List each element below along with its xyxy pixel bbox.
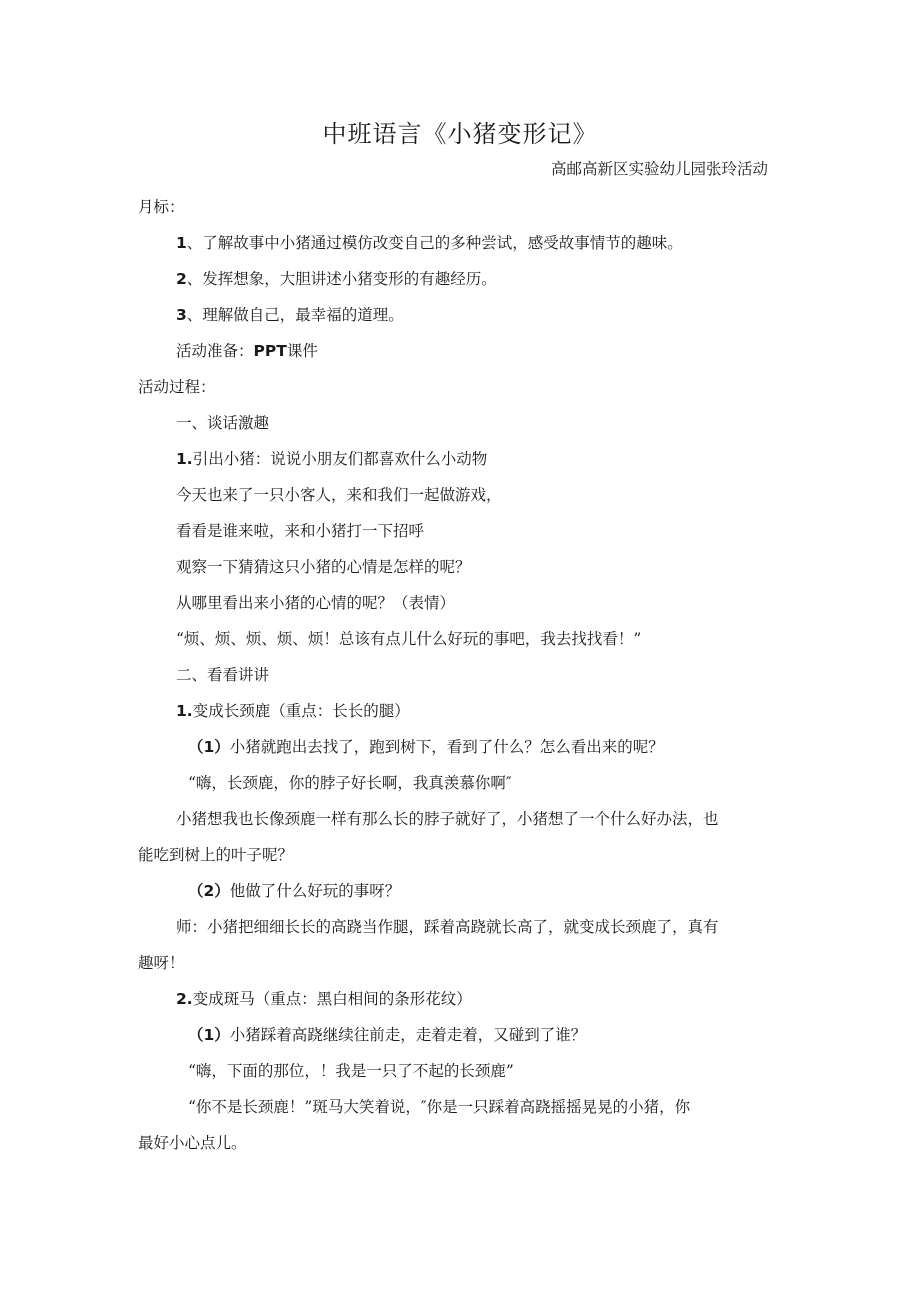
goal-text: 、发挥想象，大胆讲述小猪变形的有趣经历。 (186, 270, 497, 288)
item-text: 变成斑马（重点：黑白相间的条形花纹） (192, 990, 472, 1008)
item-number: 2. (176, 990, 193, 1008)
item-number: 1. (176, 702, 193, 720)
question-number: （1） (188, 1026, 230, 1044)
preparation-line (176, 340, 318, 362)
author-byline: 高邮高新区实验幼儿园张玲活动 (550, 160, 768, 178)
question-number: （2） (188, 882, 230, 900)
body-line: 看看是谁来啦，来和小猪打一下招呼 (176, 522, 425, 540)
numbered-item (176, 988, 472, 1010)
section-heading: 一、谈话激趣 (176, 414, 270, 432)
goal-item (176, 232, 683, 254)
body-line: 从哪里看出来小猪的心情的呢？（表情） (176, 594, 456, 612)
goal-text: 、理解做自己，最幸福的道理。 (186, 306, 404, 324)
goal-number: 2 (176, 270, 187, 288)
quote-line: “嗨，下面的那位，！我是一只了不起的长颈鹿” (188, 1062, 514, 1080)
question-line (188, 1024, 586, 1046)
body-line: 趣呀！ (138, 954, 185, 972)
body-line: 师：小猪把细细长长的高跷当作腿，踩着高跷就长高了，就变成长颈鹿了，真有 (176, 918, 719, 936)
prep-suffix: 课件 (286, 342, 318, 360)
goal-number: 3 (176, 306, 187, 324)
numbered-item (176, 448, 487, 470)
question-number: （1） (188, 738, 230, 756)
prep-label: 活动准备： (176, 342, 254, 360)
goal-item (176, 304, 404, 326)
numbered-item (176, 700, 410, 722)
body-line: 最好小心点儿。 (138, 1134, 247, 1152)
question-line (188, 880, 400, 902)
body-line: 小猪想我也长像颈鹿一样有那么长的脖子就好了，小猪想了一个什么好办法，也 (176, 810, 719, 828)
section-heading: 二、看看讲讲 (176, 666, 270, 684)
item-text: 引出小猪：说说小朋友们都喜欢什么小动物 (192, 450, 488, 468)
question-text: 他做了什么好玩的事呀？ (229, 882, 401, 900)
process-heading: 活动过程： (138, 378, 216, 396)
quote-line: “烦、烦、烦、烦、烦！总该有点儿什么好玩的事吧，我去找找看！” (176, 630, 642, 648)
document-title: 中班语言《小猪变形记》 (322, 120, 598, 148)
body-line: 今天也来了一只小客人，来和我们一起做游戏， (176, 486, 502, 504)
prep-value: PPT (253, 342, 287, 360)
item-text: 变成长颈鹿（重点：长长的腿） (192, 702, 410, 720)
goal-number: 1 (176, 234, 187, 252)
item-number: 1. (176, 450, 193, 468)
question-line (188, 736, 664, 758)
body-line: 观察一下猜猜这只小猪的心情是怎样的呢？ (176, 558, 471, 576)
question-text: 小猪就跑出去找了，跑到树下，看到了什么？怎么看出来的呢？ (229, 738, 664, 756)
goal-text: 、了解故事中小猪通过模仿改变自己的多种尝试，感受故事情节的趣味。 (186, 234, 683, 252)
body-line: 能吃到树上的叶子呢？ (138, 846, 294, 864)
goals-heading: 月标： (138, 198, 185, 216)
goal-item (176, 268, 497, 290)
body-line: “你不是长颈鹿！”斑马大笑着说，″你是一只踩着高跷摇摇晃晃的小猪，你 (188, 1098, 691, 1116)
question-text: 小猪踩着高跷继续往前走，走着走着，又碰到了谁？ (229, 1026, 587, 1044)
quote-line: “嗨，长颈鹿，你的脖子好长啊，我真羡慕你啊″ (188, 774, 512, 792)
